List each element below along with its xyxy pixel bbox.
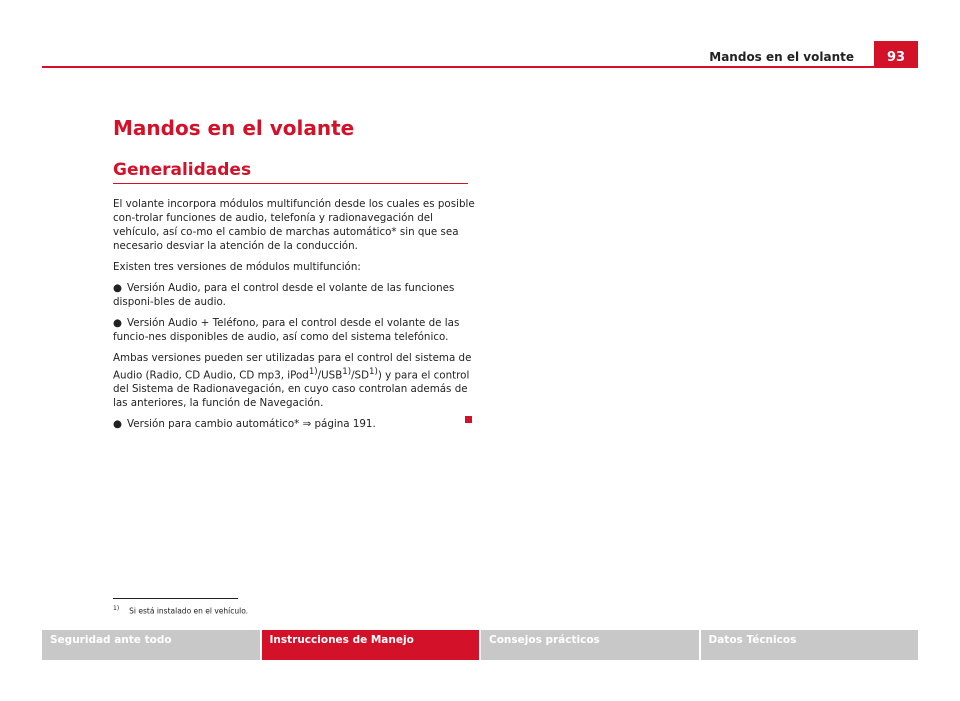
header-divider	[42, 66, 918, 68]
body-text	[113, 197, 475, 438]
footnote-divider	[113, 598, 238, 599]
bullet-icon: ●	[113, 317, 122, 329]
bullet-text: Versión Audio, para el control desde el volante de las funciones disponi-bles de audio.	[113, 282, 455, 308]
page-title: Mandos en el volante	[113, 116, 355, 140]
page-number: 93	[874, 41, 918, 68]
text-run: ) y para el control del Sistema de Radionavegación, en cuyo caso controlan además de las anteriores, la función de Navegación.	[113, 369, 470, 410]
text-run: /SD	[351, 369, 370, 382]
subtitle-divider	[113, 183, 468, 184]
footnote-marker: 1)	[113, 605, 120, 612]
footnote-ref[interactable]: 1)	[342, 367, 352, 377]
bullet-item-auto-gear	[113, 417, 475, 431]
chapter-tabs	[42, 630, 918, 660]
bullet-item-audio-phone	[113, 316, 475, 344]
bullet-item-audio	[113, 281, 475, 309]
footnote-ref[interactable]: 1)	[369, 367, 378, 377]
footnote-ref[interactable]: 1)	[308, 367, 318, 377]
footnote	[113, 605, 248, 616]
text-run: /USB	[317, 369, 343, 382]
footnote-text: Si está instalado en el vehículo.	[129, 606, 249, 616]
tab-seguridad[interactable]: Seguridad ante todo	[42, 630, 260, 660]
bullet-text: Versión Audio + Teléfono, para el control desde el volante de las funcio-nes disponibles de audio, así como del sistema telefónico.	[113, 317, 460, 343]
tab-datos[interactable]: Datos Técnicos	[701, 630, 919, 660]
bullet-text: Versión para cambio automático*	[127, 418, 300, 431]
tab-consejos[interactable]: Consejos prácticos	[481, 630, 699, 660]
page-reference-link[interactable]: ⇒ página 191.	[302, 418, 376, 431]
tab-instrucciones[interactable]: Instrucciones de Manejo	[262, 630, 480, 660]
section-subtitle: Generalidades	[113, 160, 252, 180]
paragraph-versions: Existen tres versiones de módulos multifunción:	[113, 261, 361, 273]
paragraph-systems	[113, 351, 475, 410]
paragraph-intro: El volante incorpora módulos multifunción desde los cuales es posible con-trolar funciones de audio, telefonía y radionavegación del vehículo, así co-mo el cambio de marchas automático* sin que sea necesario desviar la atención de la conducción.	[113, 198, 475, 252]
text-run: Ambas versiones pueden ser utilizadas para el control del sistema de Audio (Radio, CD Audio, CD mp3, iPod	[113, 352, 472, 382]
running-header: Mandos en el volante	[709, 50, 854, 64]
bullet-icon: ●	[113, 282, 122, 294]
bullet-icon: ●	[113, 418, 122, 431]
section-end-marker-icon	[465, 416, 472, 423]
